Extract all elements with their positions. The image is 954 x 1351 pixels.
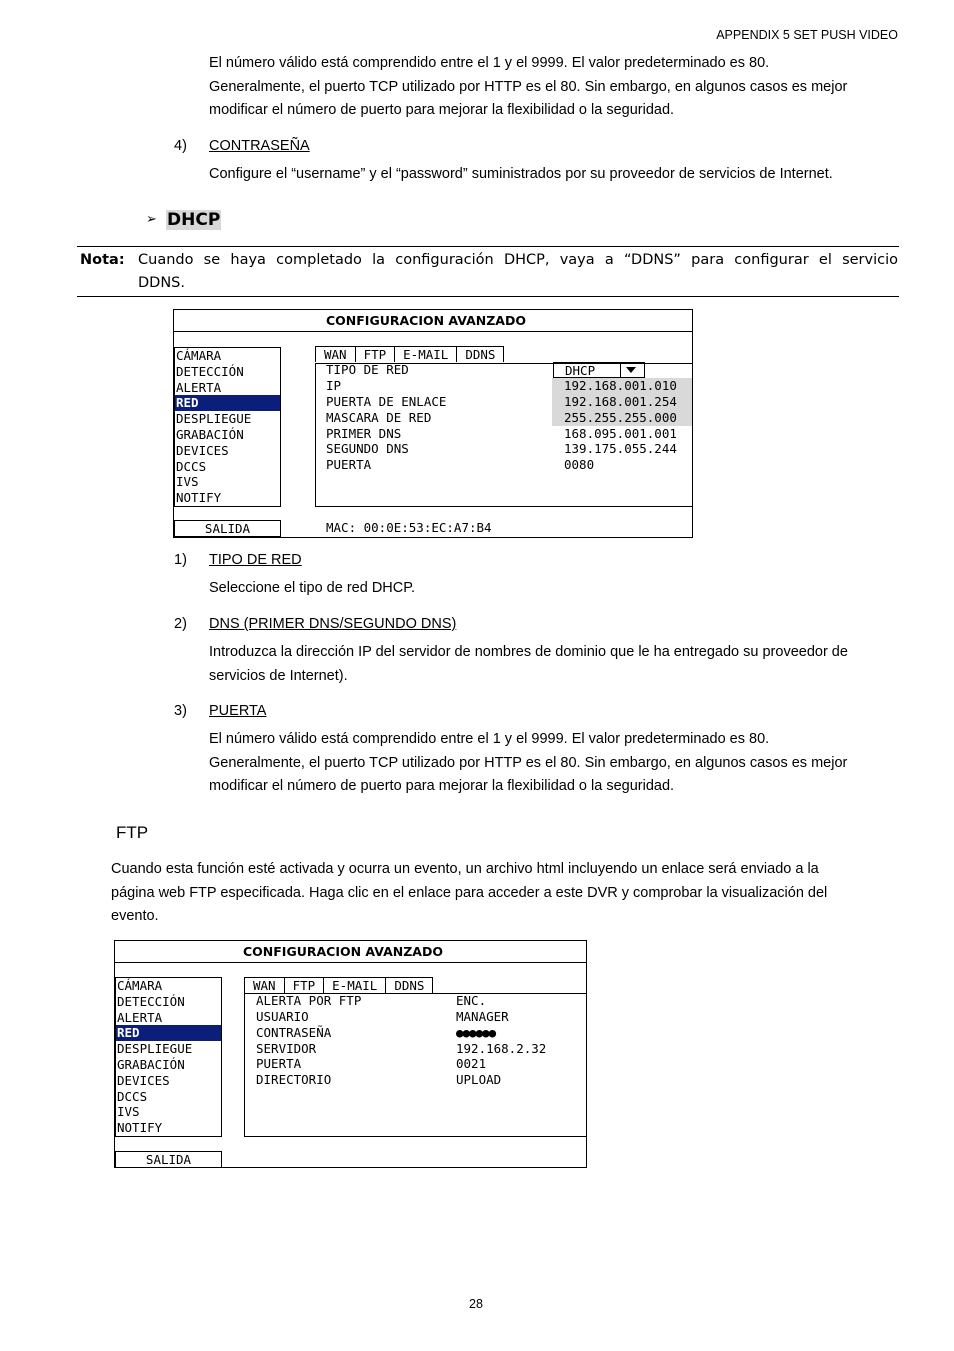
label-primer-dns: PRIMER DNS	[326, 426, 402, 441]
text-line: modificar el número de puerto para mejorar la flexibilidad o la seguridad.	[209, 778, 675, 794]
tab-wan[interactable]: WAN	[244, 977, 285, 993]
label-usuario: USUARIO	[256, 1009, 309, 1024]
menu-item-dccs[interactable]: DCCS	[117, 1088, 148, 1104]
step-text	[209, 641, 848, 688]
netmask-value[interactable]: 255.255.255.000	[552, 410, 692, 426]
section-heading-ftp: FTP	[116, 823, 149, 842]
divider	[77, 296, 899, 297]
step-title: TIPO DE RED	[209, 552, 302, 568]
directory-value[interactable]: UPLOAD	[456, 1072, 502, 1087]
text-line: Introduzca la dirección IP del servidor de nombres de dominio que le ha entregado su proveedor de	[209, 644, 848, 660]
label-segundo-dns: SEGUNDO DNS	[326, 441, 409, 456]
ftp-alert-value[interactable]: ENC.	[456, 993, 487, 1008]
step-title: PUERTA	[209, 703, 267, 719]
primary-dns-value[interactable]: 168.095.001.001	[564, 426, 677, 441]
tab-bar	[244, 977, 432, 993]
step-text: Seleccione el tipo de red DHCP.	[209, 580, 416, 596]
step-number: 2)	[174, 616, 187, 632]
menu-item-camara[interactable]: CÁMARA	[176, 348, 222, 363]
label-directorio: DIRECTORIO	[256, 1072, 332, 1087]
port-value[interactable]: 0021	[456, 1056, 487, 1071]
menu-item-notify[interactable]: NOTIFY	[117, 1120, 163, 1136]
label-servidor: SERVIDOR	[256, 1041, 317, 1056]
menu-item-devices[interactable]: DEVICES	[176, 442, 229, 458]
ftp-paragraph	[111, 858, 827, 929]
secondary-dns-value[interactable]: 139.175.055.244	[564, 441, 677, 456]
tab-ftp[interactable]: FTP	[284, 977, 325, 993]
exit-button[interactable]: SALIDA	[115, 1151, 222, 1168]
text-line: El número válido está comprendido entre el 1 y el 9999. El valor predeterminado es 80.	[209, 55, 770, 71]
nota-line2: DDNS.	[138, 275, 185, 291]
side-menu	[115, 977, 222, 1137]
menu-item-dccs[interactable]: DCCS	[176, 458, 207, 474]
text-line: servicios de Internet).	[209, 667, 348, 684]
text-line: Generalmente, el puerto TCP utilizado por HTTP es el 80. Sin embargo, en algunos casos es mejor	[209, 754, 848, 771]
dropdown-divider	[620, 363, 621, 377]
menu-item-camara[interactable]: CÁMARA	[117, 978, 163, 993]
item-title: CONTRASEÑA	[209, 138, 310, 154]
tab-ddns[interactable]: DDNS	[385, 977, 433, 993]
exit-button[interactable]: SALIDA	[174, 520, 281, 537]
menu-item-alerta[interactable]: ALERTA	[117, 1009, 163, 1025]
menu-item-grabacion[interactable]: GRABACIÓN	[117, 1056, 185, 1072]
step-title: DNS (PRIMER DNS/SEGUNDO DNS)	[209, 616, 457, 632]
label-tipo-de-red: TIPO DE RED	[326, 362, 409, 377]
tab-ddns[interactable]: DDNS	[456, 346, 504, 362]
menu-item-red[interactable]: RED	[175, 395, 280, 411]
server-value[interactable]: 192.168.2.32	[456, 1041, 547, 1056]
tab-ftp[interactable]: FTP	[355, 346, 396, 362]
menu-item-devices[interactable]: DEVICES	[117, 1072, 170, 1088]
panel-title: CONFIGURACION AVANZADO	[115, 941, 586, 963]
menu-item-notify[interactable]: NOTIFY	[176, 490, 222, 506]
bullet-arrow-icon: ➢	[146, 211, 157, 226]
menu-item-grabacion[interactable]: GRABACIÓN	[176, 426, 244, 442]
username-value[interactable]: MANAGER	[456, 1009, 509, 1024]
menu-item-alerta[interactable]: ALERTA	[176, 379, 222, 395]
menu-item-deteccion[interactable]: DETECCIÓN	[117, 993, 185, 1009]
text-line: modificar el número de puerto para mejorar la flexibilidad o la seguridad.	[209, 102, 675, 118]
network-type-dropdown[interactable]	[553, 362, 645, 378]
text-line: Cuando esta función esté activada y ocurra un evento, un archivo html incluyendo un enlace será enviado a la	[111, 861, 819, 877]
menu-item-despliegue[interactable]: DESPLIEGUE	[176, 411, 252, 427]
label-puerta-de-enlace: PUERTA DE ENLACE	[326, 394, 447, 409]
text-line: evento.	[111, 908, 159, 924]
menu-item-despliegue[interactable]: DESPLIEGUE	[117, 1041, 193, 1057]
nota-label: Nota:	[80, 252, 125, 268]
chevron-down-icon	[626, 367, 636, 373]
text-line: Generalmente, el puerto TCP utilizado por HTTP es el 80. Sin embargo, en algunos casos es mejor	[209, 78, 848, 95]
side-menu	[174, 347, 281, 507]
item-text: Configure el “username” y el “password” suministrados por su proveedor de servicios de Internet.	[209, 166, 833, 182]
label-puerta: PUERTA	[326, 457, 372, 472]
tab-bar	[315, 346, 503, 362]
menu-item-deteccion[interactable]: DETECCIÓN	[176, 363, 244, 379]
step-text	[209, 728, 847, 799]
nota-line1: Cuando se haya completado la configuración DHCP, vaya a “DDNS” para configurar el servicio	[138, 252, 898, 268]
tab-wan[interactable]: WAN	[315, 346, 356, 362]
tab-email[interactable]: E-MAIL	[394, 346, 457, 362]
password-value[interactable]: ●●●●●●	[456, 1025, 496, 1040]
menu-item-ivs[interactable]: IVS	[176, 474, 199, 490]
gateway-value[interactable]: 192.168.001.254	[552, 394, 692, 410]
label-mascara-de-red: MASCARA DE RED	[326, 410, 432, 425]
dropdown-value: DHCP	[565, 363, 596, 378]
text-line: página web FTP especificada. Haga clic en el enlace para acceder a este DVR y comprobar la visualización del	[111, 884, 828, 901]
step-number: 3)	[174, 703, 187, 719]
config-panel-ftp	[114, 940, 587, 1168]
port-value[interactable]: 0080	[564, 457, 595, 472]
section-heading: DHCP	[167, 210, 221, 230]
label-alerta-por-ftp: ALERTA POR FTP	[256, 993, 362, 1008]
label-puerta: PUERTA	[256, 1056, 302, 1071]
tab-email[interactable]: E-MAIL	[323, 977, 386, 993]
mac-address: MAC: 00:0E:53:EC:A7:B4	[326, 520, 492, 535]
label-ip: IP	[326, 378, 342, 393]
page-number: 28	[469, 1297, 483, 1311]
item-number: 4)	[174, 138, 187, 154]
text-line: El número válido está comprendido entre el 1 y el 9999. El valor predeterminado es 80.	[209, 731, 770, 747]
ip-value[interactable]: 192.168.001.010	[552, 378, 692, 394]
panel-title: CONFIGURACION AVANZADO	[174, 310, 692, 332]
menu-item-red[interactable]: RED	[116, 1025, 221, 1041]
intro-paragraph	[209, 52, 847, 123]
page-header: APPENDIX 5 SET PUSH VIDEO	[716, 28, 898, 42]
step-number: 1)	[174, 552, 187, 568]
config-panel-dhcp	[173, 309, 693, 538]
label-contrasena: CONTRASEÑA	[256, 1025, 332, 1040]
menu-item-ivs[interactable]: IVS	[117, 1104, 140, 1120]
divider	[77, 246, 899, 247]
